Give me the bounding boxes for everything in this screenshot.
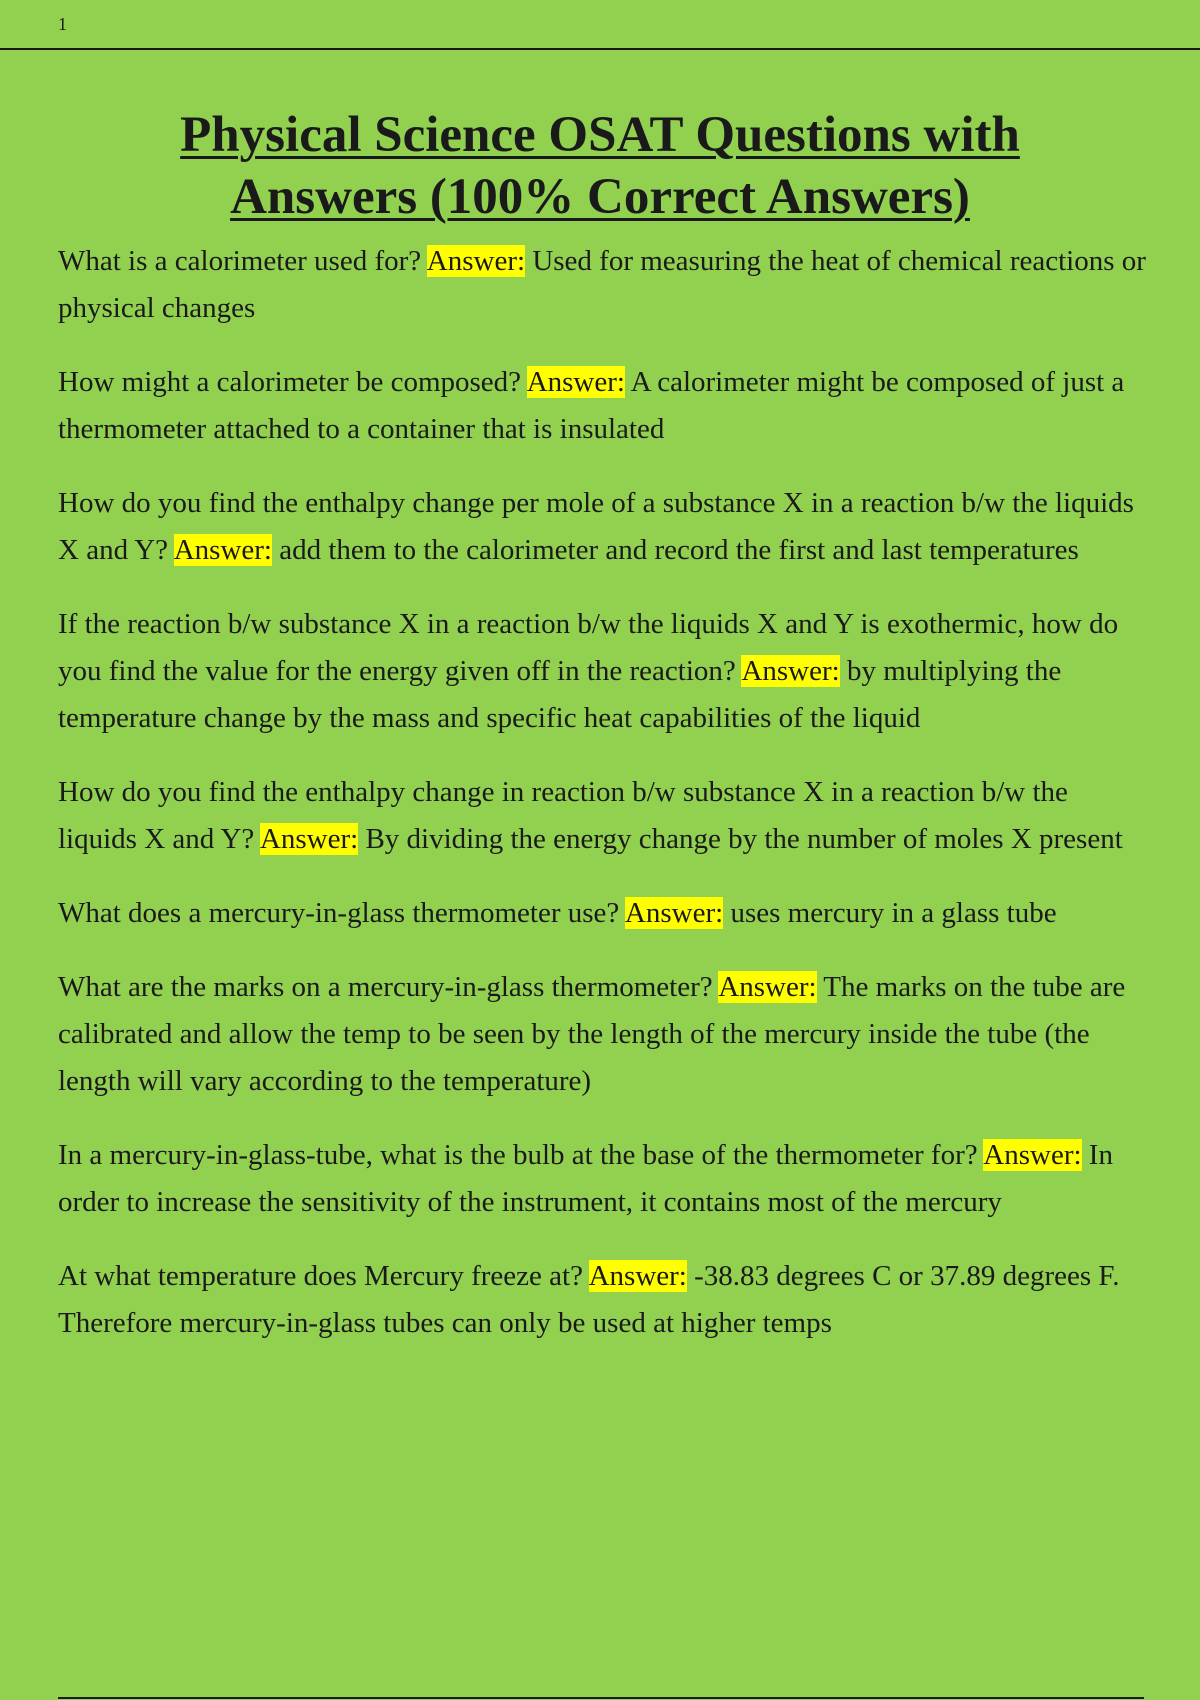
question-text: In a mercury-in-glass-tube, what is the bulb at the base of the thermometer for? xyxy=(58,1139,978,1171)
answer-label: Answer: xyxy=(173,534,272,566)
answer-text: In order to increase the sensitivity of the instrument, it contains most of the mercury xyxy=(58,1139,1113,1218)
title-line-2: Answers (100% Correct Answers) xyxy=(230,169,970,225)
answer-label: Answer: xyxy=(259,823,359,855)
qa-list xyxy=(58,238,1148,1374)
question-text: What does a mercury-in-glass thermometer use? xyxy=(58,897,620,929)
answer-text: Used for measuring the heat of chemical reactions or physical changes xyxy=(58,245,1146,324)
answer-label: Answer: xyxy=(526,366,625,398)
qa-item xyxy=(58,480,1148,574)
title-line-1: Physical Science OSAT Questions with xyxy=(180,107,1020,163)
qa-item xyxy=(58,769,1148,863)
answer-label: Answer: xyxy=(741,655,840,687)
answer-text: add them to the calorimeter and record the first and last temperatures xyxy=(279,534,1079,566)
question-text: How do you find the enthalpy change in reaction b/w substance X in a reaction b/w the liquids X and Y? xyxy=(58,776,1068,855)
question-text: How might a calorimeter be composed? xyxy=(58,366,522,398)
page-header xyxy=(0,0,1200,50)
document-title xyxy=(0,104,1200,228)
answer-text: By dividing the energy change by the number of moles X present xyxy=(365,823,1123,855)
qa-item xyxy=(58,1253,1148,1347)
answer-text: The marks on the tube are calibrated and allow the temp to be seen by the length of the mercury inside the tube (the length will vary according to the temperature) xyxy=(58,971,1126,1097)
qa-item xyxy=(58,601,1148,742)
question-text: How do you find the enthalpy change per mole of a substance X in a reaction b/w the liquids X and Y? xyxy=(58,487,1134,566)
qa-item xyxy=(58,964,1148,1105)
question-text: What is a calorimeter used for? xyxy=(58,245,422,277)
answer-label: Answer: xyxy=(588,1260,687,1292)
answer-text: A calorimeter might be composed of just a thermometer attached to a container that is insulated xyxy=(58,366,1125,445)
answer-label: Answer: xyxy=(983,1139,1082,1171)
page-number: 1 xyxy=(58,14,67,34)
answer-text: -38.83 degrees C or 37.89 degrees F. Therefore mercury-in-glass tubes can only be used at higher temps xyxy=(58,1260,1120,1339)
footer-divider xyxy=(58,1697,1144,1699)
answer-text: uses mercury in a glass tube xyxy=(730,897,1057,929)
question-text: What are the marks on a mercury-in-glass thermometer? xyxy=(58,971,713,1003)
answer-label: Answer: xyxy=(624,897,724,929)
qa-item xyxy=(58,359,1148,453)
answer-label: Answer: xyxy=(718,971,817,1003)
answer-label: Answer: xyxy=(426,245,526,277)
qa-item xyxy=(58,238,1148,332)
question-text: If the reaction b/w substance X in a reaction b/w the liquids X and Y is exothermic, how do you find the value for the energy given off in the reaction? xyxy=(58,608,1119,687)
qa-item xyxy=(58,890,1148,937)
answer-text: by multiplying the temperature change by the mass and specific heat capabilities of the liquid xyxy=(58,655,1062,734)
qa-item xyxy=(58,1132,1148,1226)
question-text: At what temperature does Mercury freeze at? xyxy=(58,1260,583,1292)
